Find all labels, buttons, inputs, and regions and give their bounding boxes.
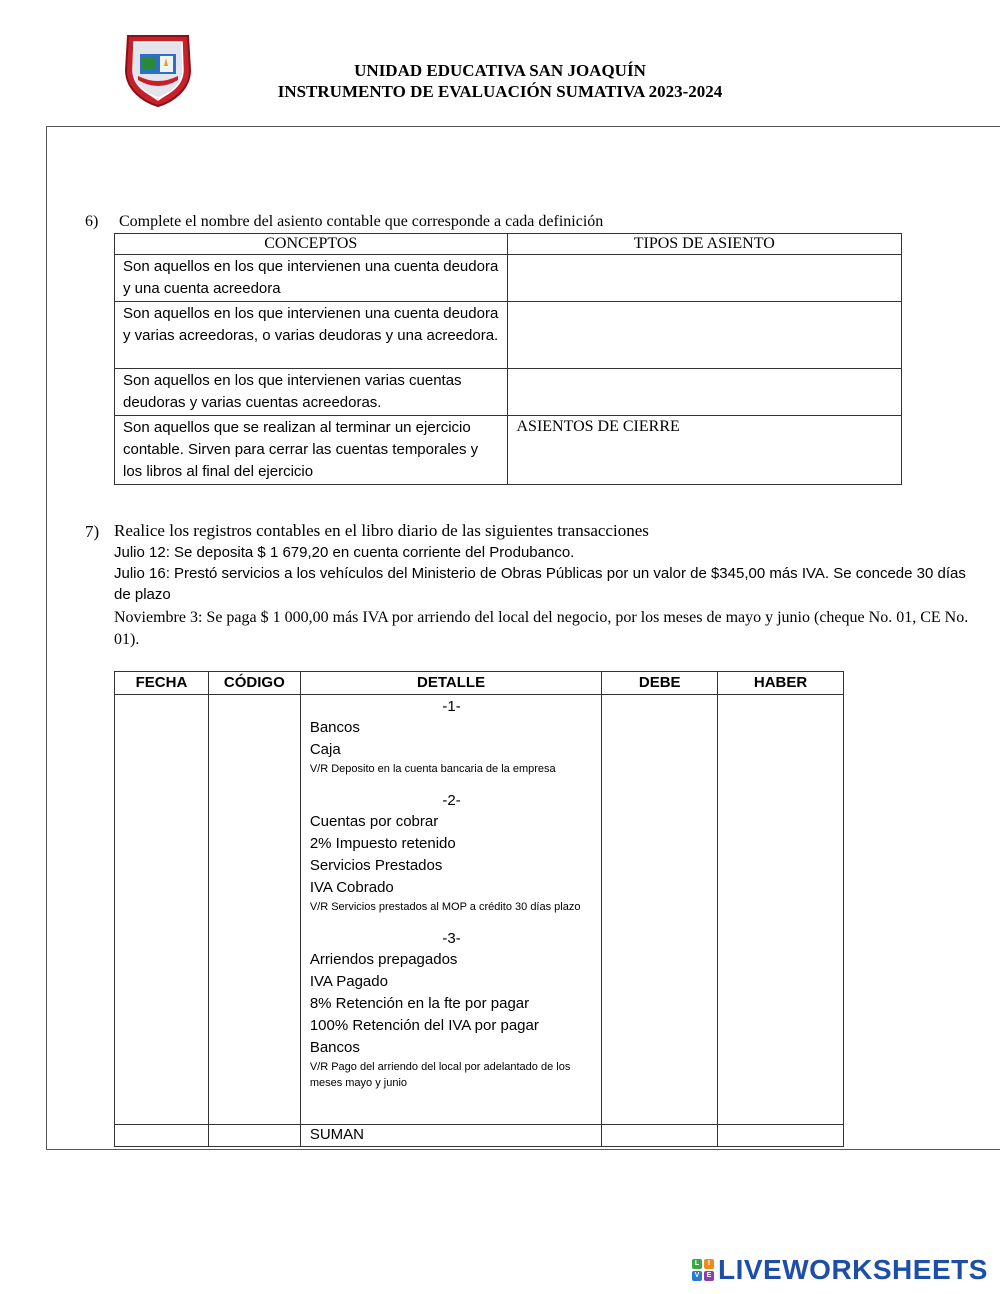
entry-note: V/R Pago del arriendo del local por adelantado de los meses mayo y junio [309, 1061, 571, 1089]
column-header-haber: HABER [718, 672, 844, 695]
journal-entry-2 [310, 791, 594, 915]
codigo-total-cell [208, 1125, 300, 1147]
page-frame-top-border [46, 126, 1000, 127]
account-line: Arriendos prepagados [309, 951, 458, 968]
account-line: Bancos [309, 1039, 360, 1056]
account-line: IVA Pagado [309, 973, 388, 990]
concept-cell: Son aquellos que se realizan al terminar un ejercicio contable. Sirven para cerrar las cuentas temporales y los libros al final del ejercicio [115, 416, 508, 485]
account-line: Cuentas por cobrar [309, 813, 439, 830]
debe-total-input-cell[interactable] [602, 1125, 718, 1147]
table-row [115, 369, 902, 416]
journal-body-row [115, 695, 844, 1125]
badge-letter: I [704, 1259, 714, 1269]
school-name: UNIDAD EDUCATIVA SAN JOAQUÍN [354, 61, 646, 80]
page-frame-bottom-border [46, 1149, 1000, 1150]
badge-letter: L [692, 1259, 702, 1269]
question-6-number: 6) [85, 213, 99, 230]
entry-number: -1- [442, 698, 461, 715]
journal-entry-1 [310, 697, 594, 777]
codigo-input-cell[interactable] [208, 695, 300, 1125]
detalle-cell [300, 695, 602, 1125]
journal-entry-3 [310, 929, 594, 1091]
table-row [115, 416, 902, 485]
account-line: 8% Retención en la fte por pagar [309, 995, 530, 1012]
table-row [115, 255, 902, 302]
haber-input-cell[interactable] [718, 695, 844, 1125]
account-line: 2% Impuesto retenido [309, 835, 456, 852]
column-header-detalle: DETALLE [300, 672, 602, 695]
column-header-tipos-de-asiento: TIPOS DE ASIENTO [507, 234, 902, 255]
table-row [115, 302, 902, 369]
fecha-input-cell[interactable] [115, 695, 209, 1125]
liveworksheets-wordmark: LIVEWORKSHEETS [718, 1254, 988, 1285]
account-line: 100% Retención del IVA por pagar [309, 1017, 539, 1034]
answer-input-cell[interactable] [507, 255, 902, 302]
page-frame-left-border [46, 126, 47, 1149]
badge-letter: V [692, 1271, 702, 1281]
account-line: Caja [309, 741, 341, 758]
suman-label: SUMAN [300, 1125, 602, 1147]
transaction-line: Julio 12: Se deposita $ 1 679,20 en cuenta corriente del Produbanco. [114, 544, 575, 561]
school-crest-logo [120, 30, 196, 108]
entry-number: -2- [442, 792, 461, 809]
journal-table [114, 671, 844, 1147]
liveworksheets-brand[interactable] [692, 1253, 988, 1287]
instrument-title: INSTRUMENTO DE EVALUACIÓN SUMATIVA 2023-2024 [277, 82, 723, 101]
entry-note: V/R Deposito en la cuenta bancaria de la empresa [309, 763, 556, 775]
concept-cell: Son aquellos en los que intervienen una cuenta deudora y varias acreedoras, o varias deudoras y una acreedora. [115, 302, 508, 369]
question-7-body [114, 520, 984, 651]
journal-header-row [115, 672, 844, 695]
concept-cell: Son aquellos en los que intervienen una cuenta deudora y una cuenta acreedora [115, 255, 508, 302]
entry-number: -3- [442, 930, 461, 947]
transaction-line: Julio 16: Prestó servicios a los vehículos del Ministerio de Obras Públicas por un valor de $345,00 más IVA. Se concede 30 días de plazo [114, 565, 966, 603]
account-line: IVA Cobrado [309, 879, 394, 896]
answer-input-cell[interactable] [507, 302, 902, 369]
answer-input-cell[interactable]: ASIENTOS DE CIERRE [507, 416, 902, 485]
fecha-total-cell [115, 1125, 209, 1147]
entry-note: V/R Servicios prestados al MOP a crédito 30 días plazo [309, 901, 581, 913]
haber-total-input-cell[interactable] [718, 1125, 844, 1147]
column-header-conceptos: CONCEPTOS [115, 234, 508, 255]
debe-input-cell[interactable] [602, 695, 718, 1125]
table-header-row [115, 234, 902, 255]
liveworksheets-badge-icon [692, 1259, 714, 1281]
question-6-instruction: Complete el nombre del asiento contable que corresponde a cada definición [119, 213, 604, 230]
column-header-codigo: CÓDIGO [208, 672, 300, 695]
question-7-instruction: Realice los registros contables en el libro diario de las siguientes transacciones [114, 521, 649, 540]
transaction-line: Noviembre 3: Se paga $ 1 000,00 más IVA por arriendo del local del negocio, por los meses de mayo y junio (cheque No. 01, CE No. 01). [114, 609, 969, 648]
question-7-number: 7) [85, 522, 100, 541]
account-line: Servicios Prestados [309, 857, 443, 874]
column-header-fecha: FECHA [115, 672, 209, 695]
concept-cell: Son aquellos en los que intervienen varias cuentas deudoras y varias cuentas acreedoras. [115, 369, 508, 416]
asientos-table [114, 233, 902, 485]
account-line: Bancos [309, 719, 360, 736]
school-header [200, 60, 800, 102]
answer-input-cell[interactable] [507, 369, 902, 416]
journal-total-row [115, 1125, 844, 1147]
badge-letter: E [704, 1271, 714, 1281]
column-header-debe: DEBE [602, 672, 718, 695]
